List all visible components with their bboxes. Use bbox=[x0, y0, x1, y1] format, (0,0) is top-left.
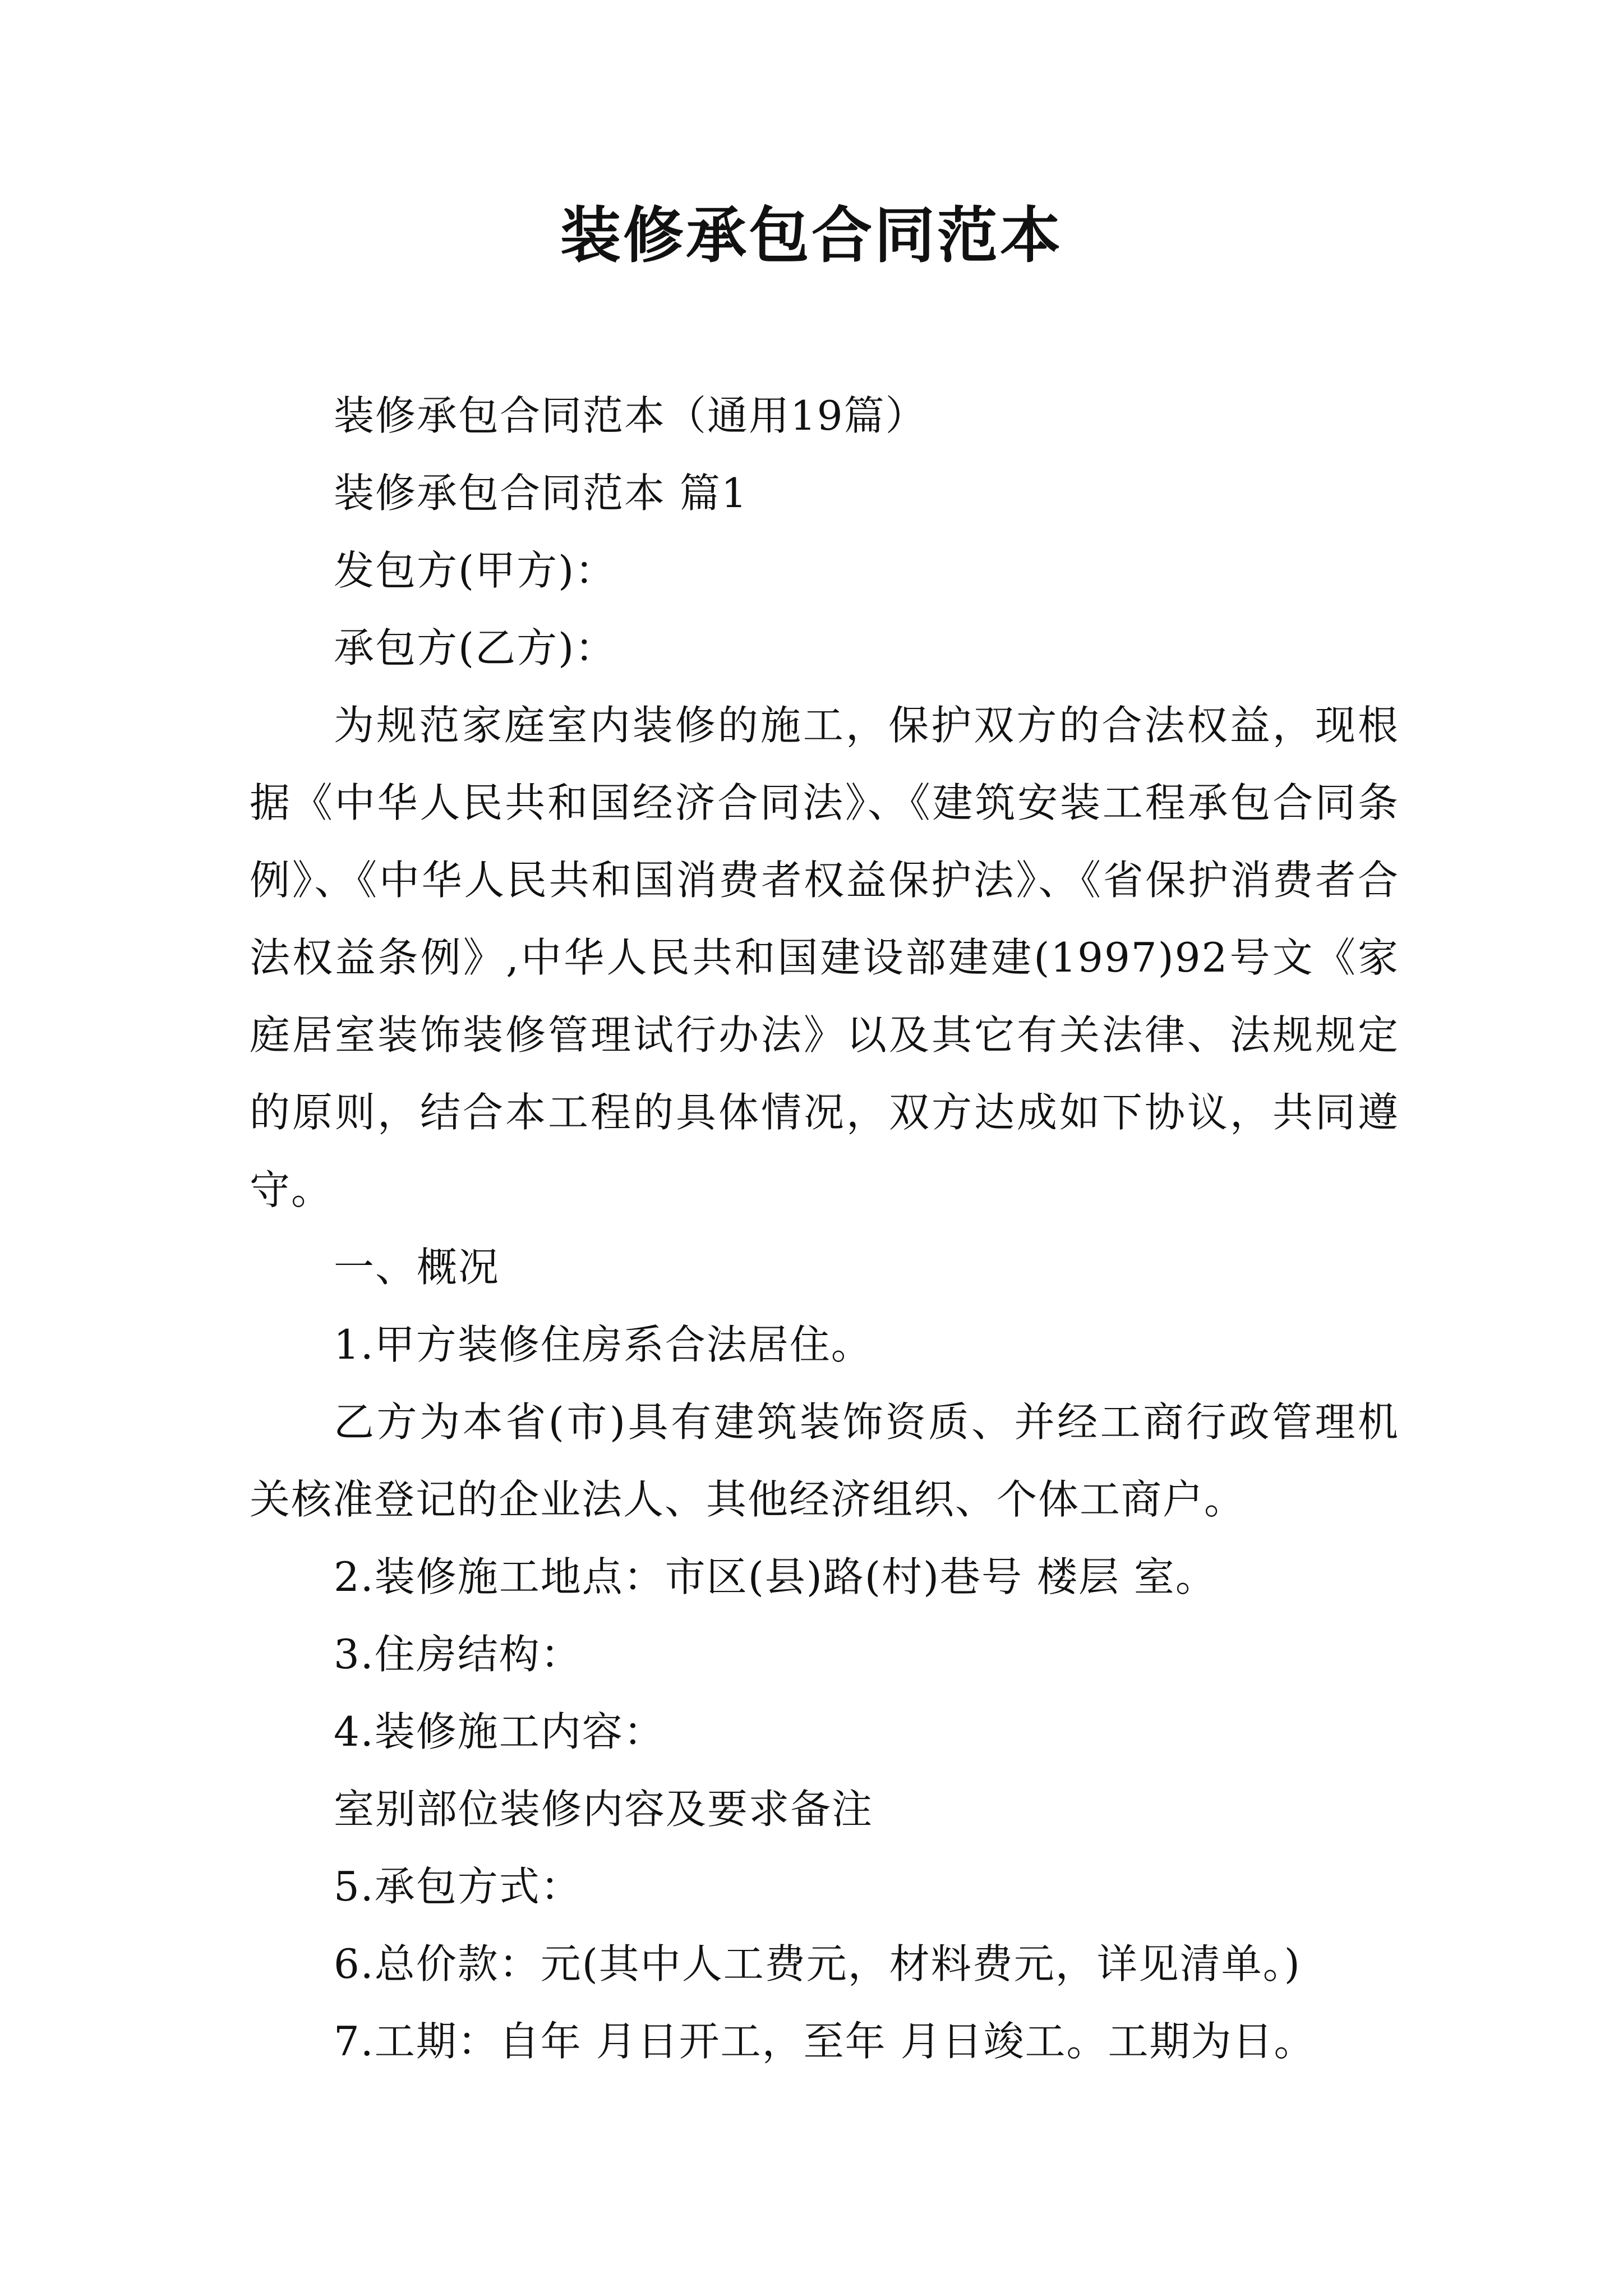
doc-subtitle: 装修承包合同范本（通用19篇） bbox=[334, 392, 927, 439]
clause-6: 6.总价款：元(其中人工费元，材料费元，详见清单。) bbox=[334, 1940, 1301, 1987]
overview-heading: 一、概况 bbox=[334, 1244, 500, 1291]
clause-2: 2.装修施工地点：市区(县)路(村)巷号 楼层 室。 bbox=[334, 1553, 1217, 1600]
clause-3: 3.住房结构： bbox=[334, 1631, 582, 1678]
clause-7: 7.工期：自年 月日开工，至年 月日竣工。工期为日。 bbox=[334, 2018, 1316, 2065]
clause-5: 5.承包方式： bbox=[334, 1863, 582, 1910]
section-heading: 装修承包合同范本 篇1 bbox=[334, 470, 748, 517]
party-a-line: 发包方(甲方)： bbox=[334, 547, 617, 594]
clause-1: 1.甲方装修住房系合法居住。 bbox=[334, 1321, 873, 1368]
preamble-paragraph: 为规范家庭室内装修的施工，保护双方的合法权益，现根据《中华人民共和国经济合同法》、《建筑安装工程承包合同条例》、《中华人民共和国消费者权益保护法》、《省保护消费者合法权益条例》,中华人民共和国建设部建建(1997)92号文《家庭居室装饰装修管理试行办法》以及其它有关法律、法规规定的原则，结合本工程的具体情况，双方达成如下协议，共同遵守。 bbox=[250, 702, 1399, 1213]
clause-4: 4.装修施工内容： bbox=[334, 1708, 665, 1755]
document-title: 装修承包合同范本 bbox=[560, 200, 1063, 271]
clause-1-detail: 乙方为本省(市)具有建筑装饰资质、并经工商行政管理机关核准登记的企业法人、其他经济组织、个体工商户。 bbox=[250, 1398, 1399, 1523]
party-b-line: 承包方(乙方)： bbox=[334, 624, 617, 671]
document-body bbox=[250, 377, 1399, 2080]
clause-4-detail: 室别部位装修内容及要求备注 bbox=[334, 1786, 874, 1833]
